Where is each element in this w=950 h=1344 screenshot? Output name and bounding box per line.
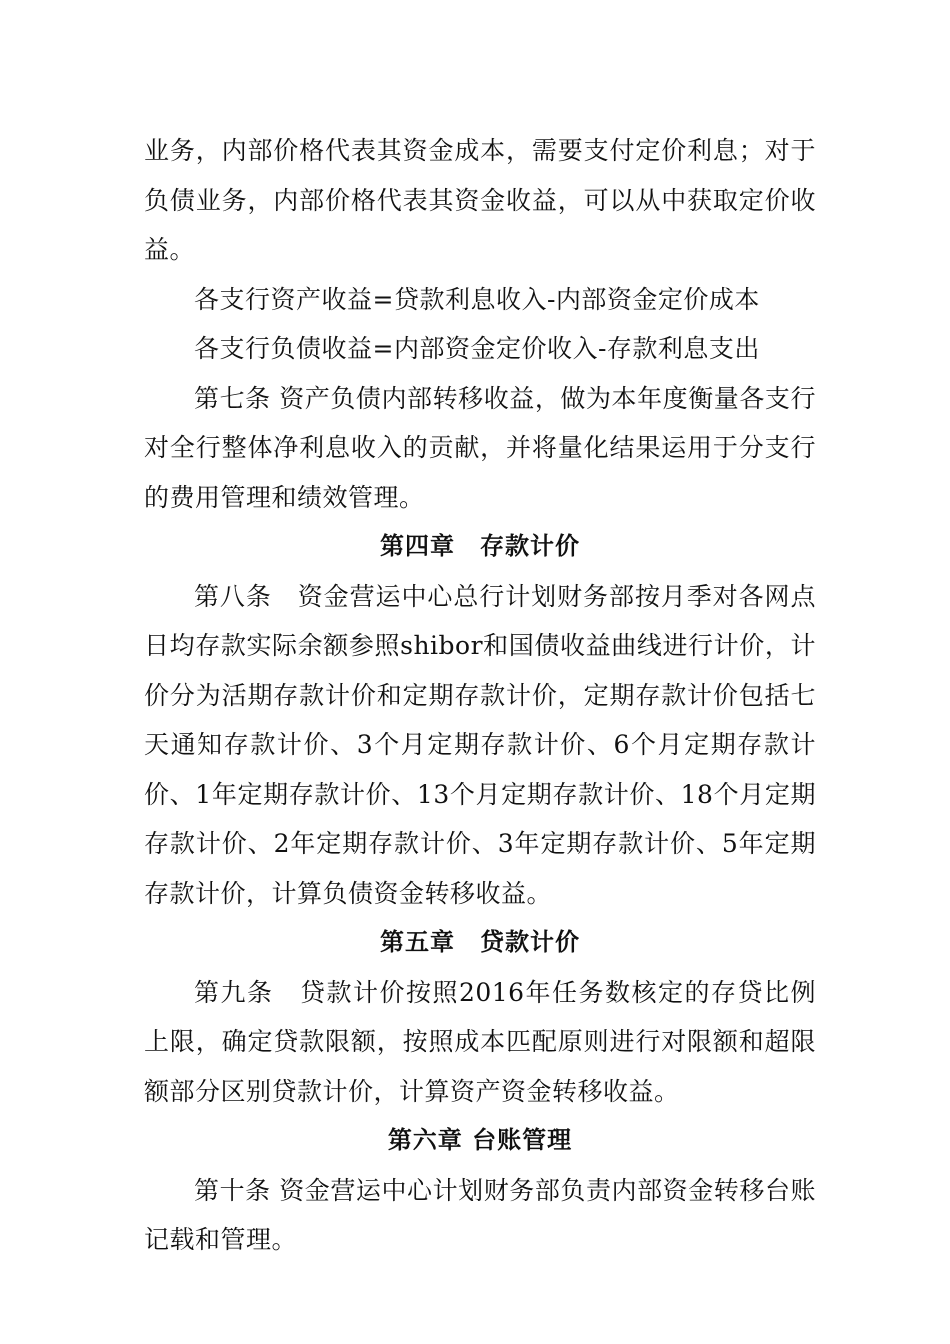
article-7-paragraph: 第七条 资产负债内部转移收益，做为本年度衡量各支行对全行整体净利息收入的贡献，并将量化结果运用于分支行的费用管理和绩效管理。 (144, 383, 816, 512)
document-body (144, 126, 816, 1265)
article-9-paragraph: 第九条 贷款计价按照2016年任务数核定的存贷比例上限，确定贷款限额，按照成本匹配原则进行对限额和超限额部分区别贷款计价，计算资产资金转移收益。 (144, 977, 816, 1106)
article-10-paragraph: 第十条 资金营运中心计划财务部负责内部资金转移台账记载和管理。 (144, 1175, 816, 1254)
chapter-6-heading: 第六章 台账管理 (387, 1126, 573, 1154)
paragraph-liability-pricing-intro: 业务，内部价格代表其资金成本，需要支付定价利息；对于负债业务，内部价格代表其资金收益，可以从中获取定价收益。 (144, 136, 816, 264)
chapter-4-heading: 第四章 存款计价 (380, 532, 580, 560)
formula-liability-income: 各支行负债收益=内部资金定价收入-存款利息支出 (194, 334, 760, 363)
article-8-paragraph: 第八条 资金营运中心总行计划财务部按月季对各网点日均存款实际余额参照shibor和国债收益曲线进行计价，计价分为活期存款计价和定期存款计价，定期存款计价包括七天通知存款计价、3个月定期存款计价、6个月定期存款计价、1年定期存款计价、13个月定期存款计价、18个月定期存款计价、2年定期存款计价、3年定期存款计价、5年定期存款计价，计算负债资金转移收益。 (144, 581, 816, 908)
formula-asset-income: 各支行资产收益=贷款利息收入-内部资金定价成本 (194, 284, 760, 314)
chapter-5-heading: 第五章 贷款计价 (380, 928, 580, 956)
